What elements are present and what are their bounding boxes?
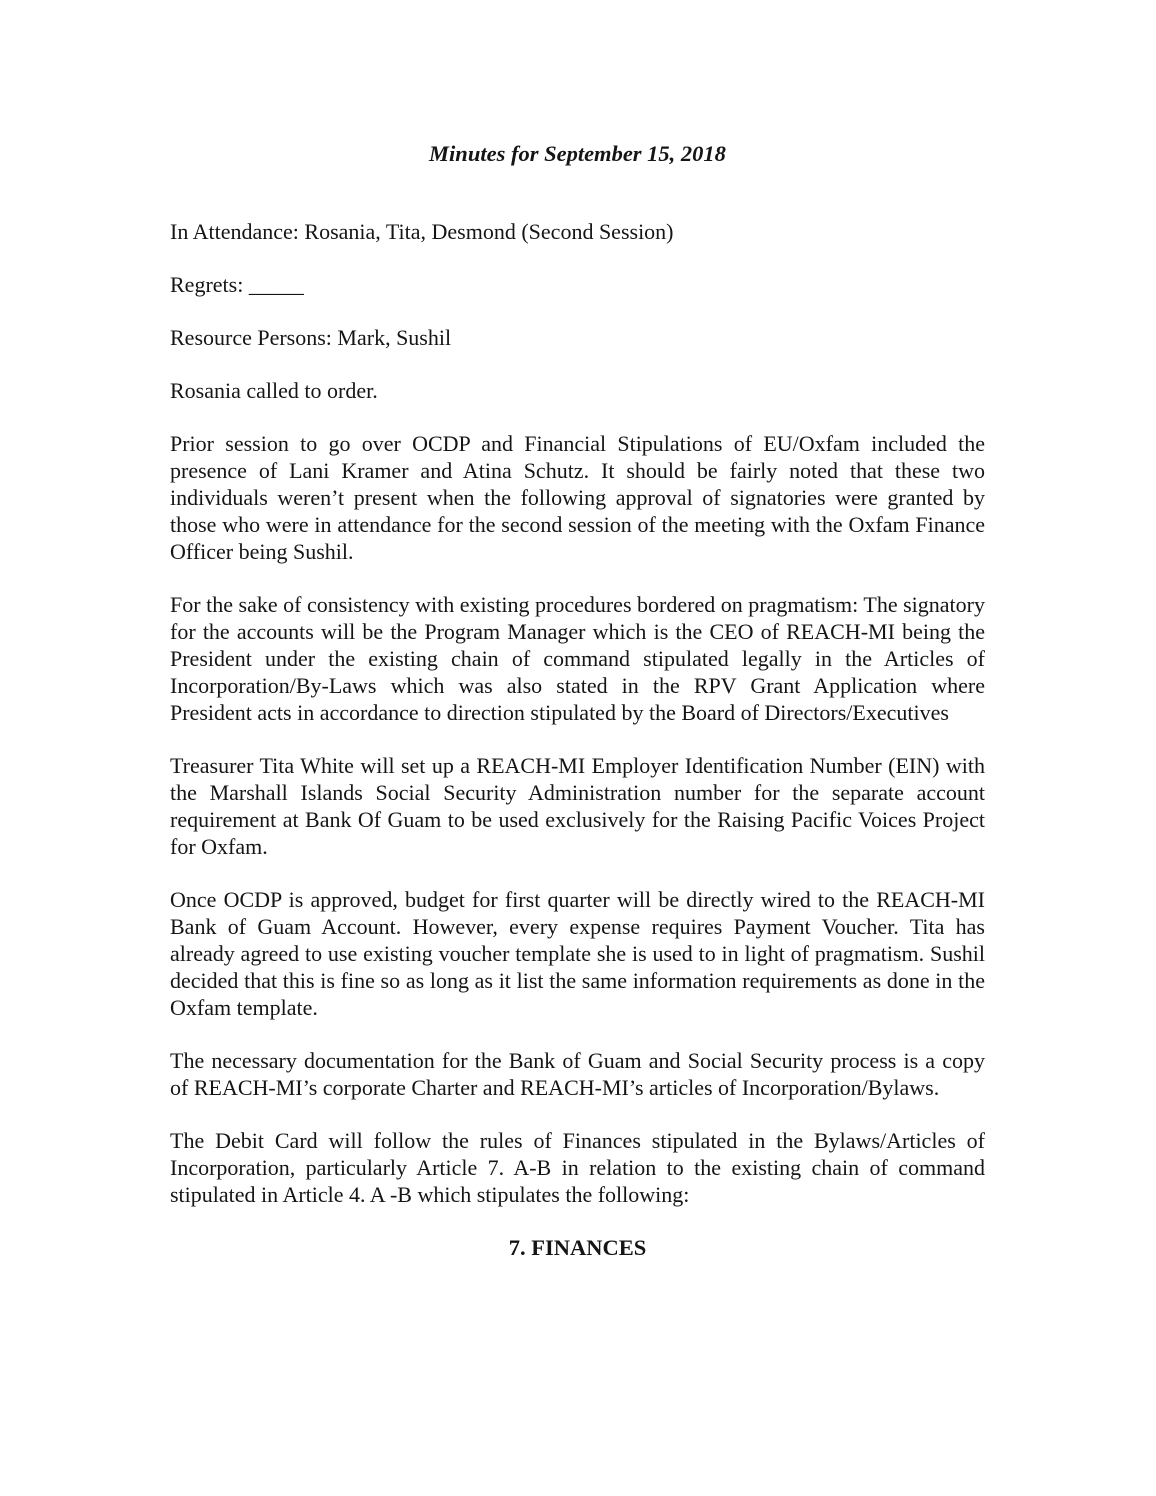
paragraph-documentation: The necessary documentation for the Bank of Guam and Social Security process is a copy of REACH-MI’s corporate Charter and REACH-MI’s articles of Incorporation/Bylaws.	[170, 1048, 985, 1100]
paragraph-ocdp-budget: Once OCDP is approved, budget for first quarter will be directly wired to the REACH-MI Bank of Guam Account. However, every expense requires Payment Voucher. Tita has already agreed to use existing voucher template she is used to in light of pragmatism. Sushil decided that this is fine so as long as it list the same information requirements as done in the Oxfam template.	[170, 887, 985, 1020]
paragraph-treasurer-ein: Treasurer Tita White will set up a REACH-MI Employer Identification Number (EIN) with the Marshall Islands Social Security Administration number for the separate account requirement at Bank Of Guam to be used exclusively for the Raising Pacific Voices Project for Oxfam.	[170, 753, 985, 859]
paragraph-debit-card: The Debit Card will follow the rules of Finances stipulated in the Bylaws/Articles of Incorporation, particularly Article 7. A-B in relation to the existing chain of command stipulated in Article 4. A -B which stipulates the following:	[170, 1128, 985, 1207]
regrets-line: Regrets: _____	[170, 272, 304, 297]
document-title: Minutes for September 15, 2018	[429, 141, 726, 166]
call-to-order-line: Rosania called to order.	[170, 378, 378, 403]
paragraph-signatory-consistency: For the sake of consistency with existing procedures bordered on pragmatism: The signatory for the accounts will be the Program Manager which is the CEO of REACH-MI being the President under the existing chain of command stipulated legally in the Articles of Incorporation/By-Laws which was also stated in the RPV Grant Application where President acts in accordance to direction stipulated by the Board of Directors/Executives	[170, 592, 985, 725]
finances-section-heading: 7. FINANCES	[508, 1235, 647, 1260]
paragraph-prior-session: Prior session to go over OCDP and Financial Stipulations of EU/Oxfam included the presence of Lani Kramer and Atina Schutz. It should be fairly noted that these two individuals weren’t present when the following approval of signatories were granted by those who were in attendance for the second session of the meeting with the Oxfam Finance Officer being Sushil.	[170, 431, 985, 564]
resource-persons-line: Resource Persons: Mark, Sushil	[170, 325, 452, 350]
attendance-line: In Attendance: Rosania, Tita, Desmond (Second Session)	[170, 219, 674, 244]
